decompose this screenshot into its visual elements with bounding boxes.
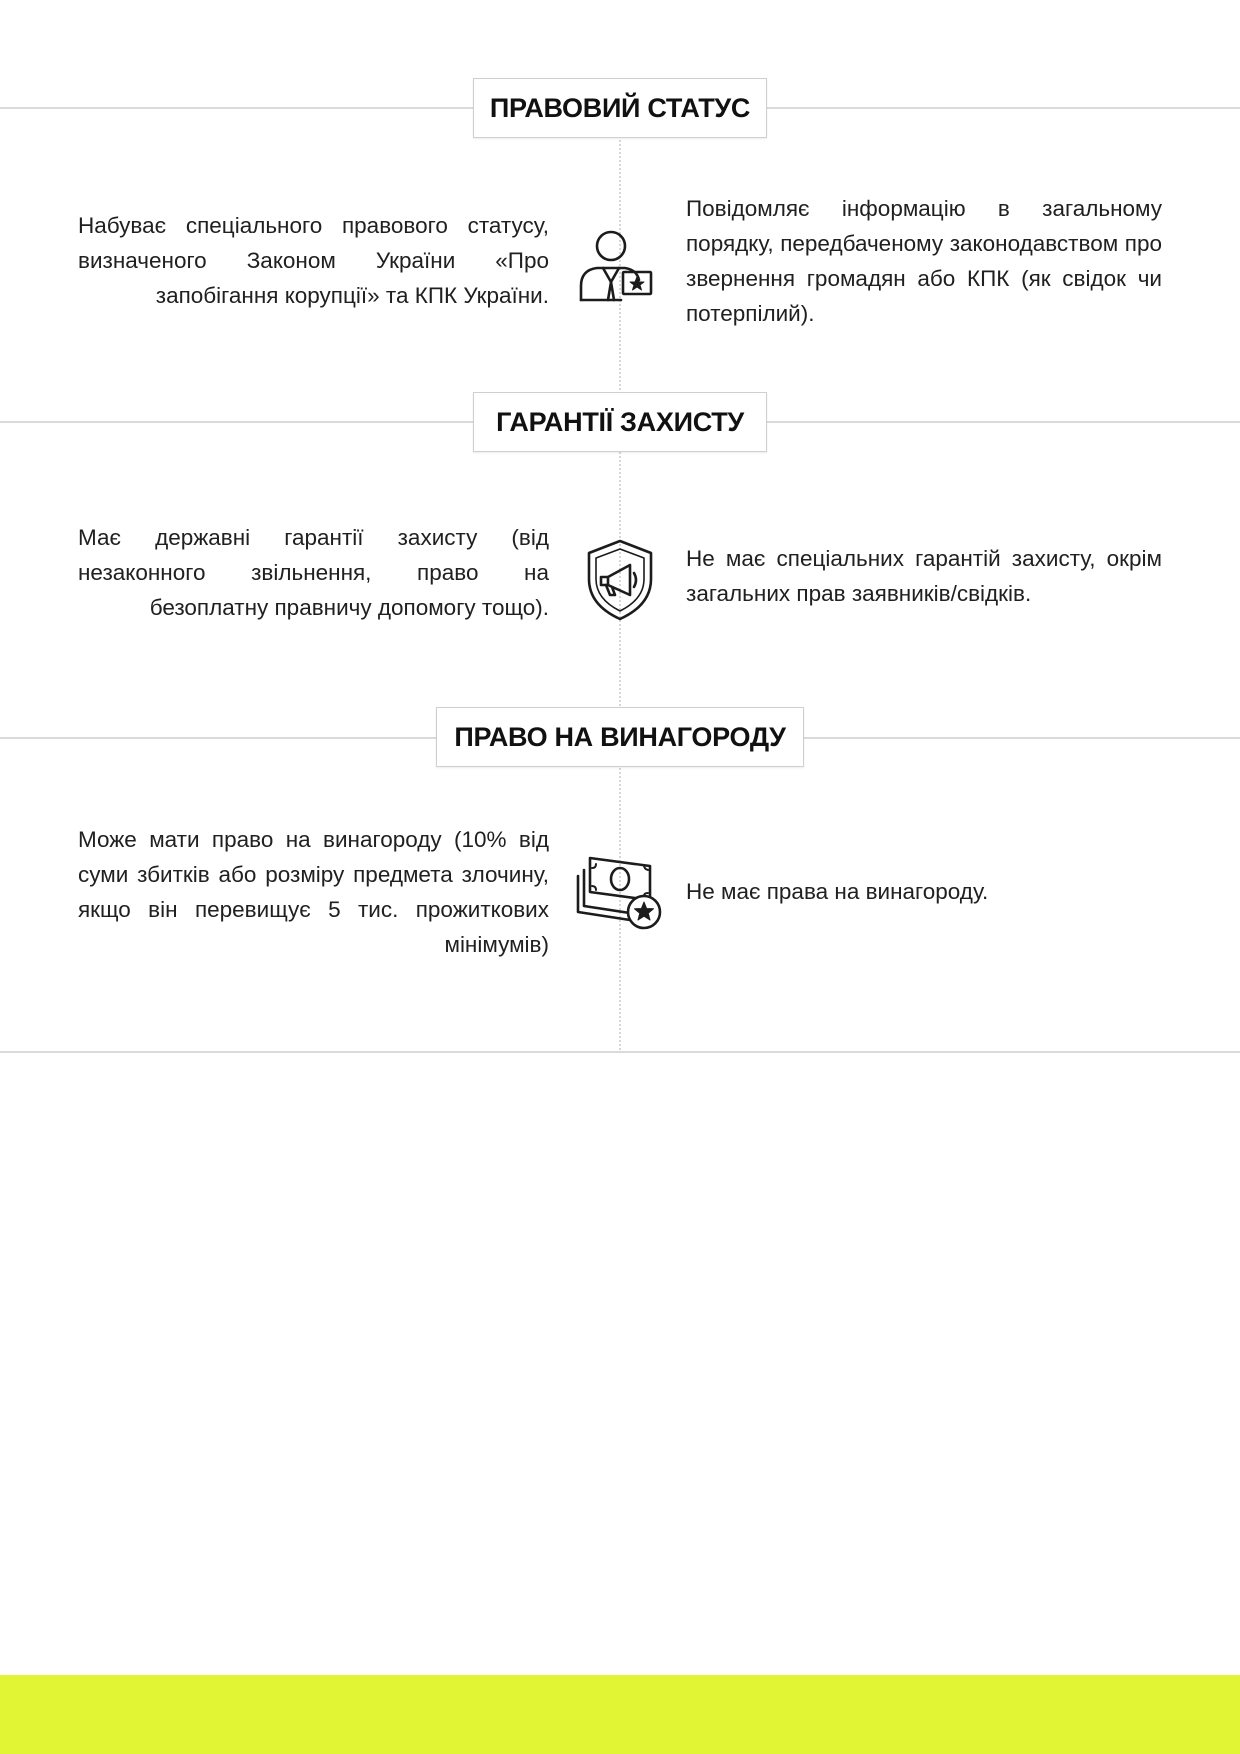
section-1-left-text: Набуває спеціального правового статусу, визначеного Законом України «Про запобігання корупції» та КПК України. (78, 213, 549, 308)
section-2-right-text: Не має спеціальних гарантій захисту, окрім загальних прав заявників/свідків. (686, 546, 1162, 606)
section-title-protection-guarantees: ГАРАНТІЇ ЗАХИСТУ (473, 392, 767, 452)
footer-accent-band (0, 1675, 1240, 1754)
section-3-left-text: Може мати право на винагороду (10% від суми збитків або розміру предмета злочину, якщо він перевищує 5 тис. прожиткових мінімумів) (78, 827, 549, 957)
bottom-rule (0, 1051, 1240, 1053)
section-1-right-text: Повідомляє інформацію в загальному порядку, передбаченому законодавством про звернення громадян або КПК (як свідок чи потерпілий). (686, 196, 1162, 326)
section-title-legal-status: ПРАВОВИЙ СТАТУС (473, 78, 767, 138)
section-2-left-text: Має державні гарантії захисту (від незаконного звільнення, право на безоплатну правничу допомогу тощо). (78, 525, 549, 620)
official-badge-icon (573, 222, 663, 312)
section-title-reward-right: ПРАВО НА ВИНАГОРОДУ (436, 707, 804, 767)
shield-megaphone-icon (575, 535, 665, 625)
section-3-right-text: Не має права на винагороду. (686, 879, 989, 904)
money-star-icon (574, 848, 664, 938)
